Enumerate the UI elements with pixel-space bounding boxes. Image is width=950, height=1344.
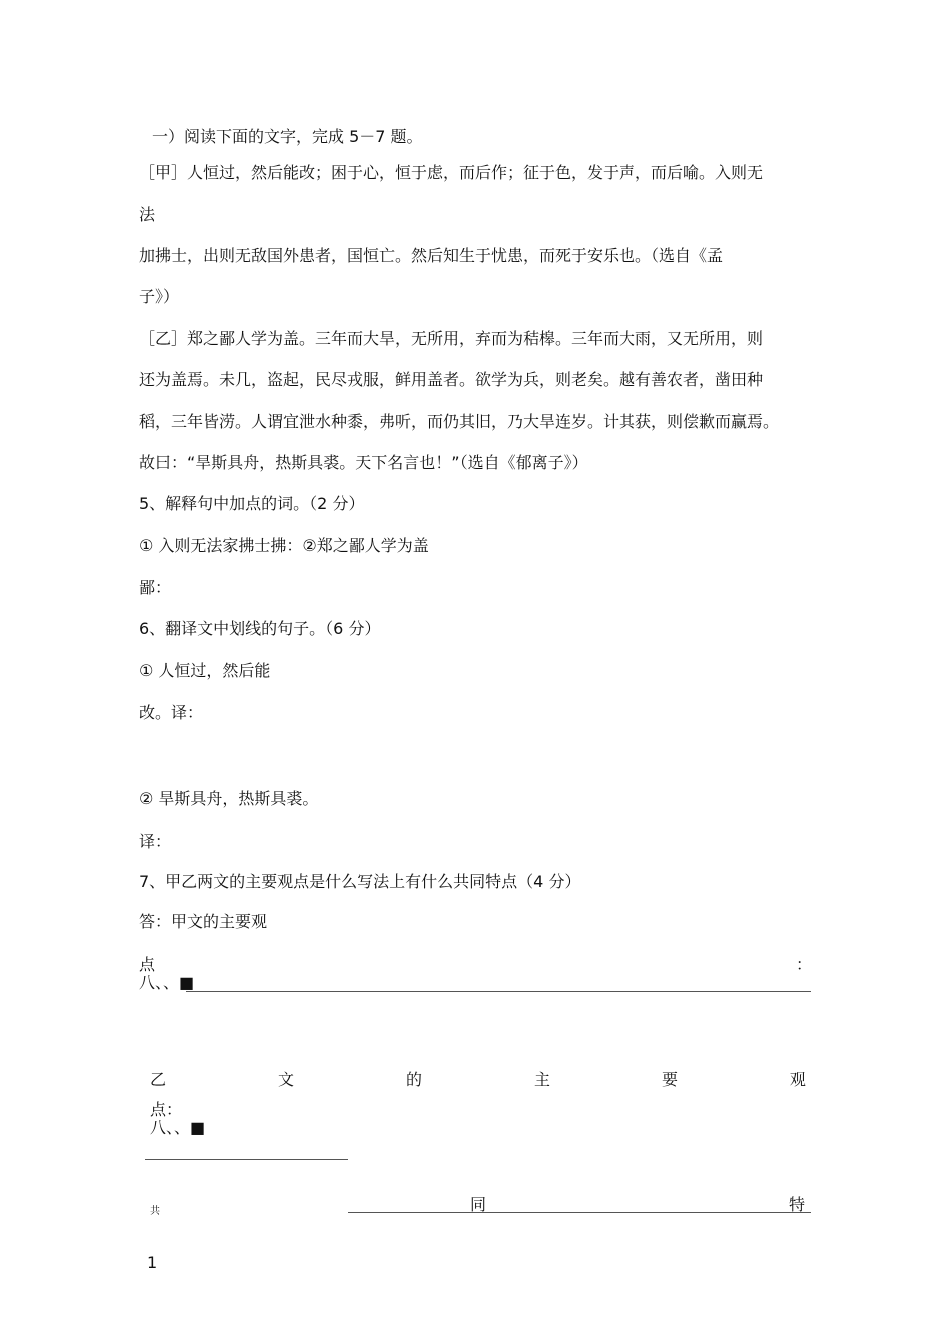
answer-label: 答：甲文的主要观 [139, 912, 268, 931]
question-6-item: ① 人恒过，然后能 [139, 661, 271, 680]
question-5-item: 鄙： [139, 578, 172, 597]
yi-char: 要 [661, 1070, 678, 1089]
question-7-title: 7、甲乙两文的主要观点是什么写法上有什么共同特点（4 分） [139, 872, 581, 891]
passage-b-line: 稻，三年皆涝。人谓宜泄水种黍，弗听，而仍其旧，乃大旱连岁。计其获，则偿歉而赢焉。 [139, 412, 780, 431]
yi-answer-row [150, 1070, 806, 1090]
section-heading: 一）阅读下面的文字，完成 5－7 题。 [152, 127, 423, 146]
yi-char: 主 [533, 1070, 550, 1089]
passage-a-line: 子》） [139, 287, 180, 306]
common-char: 同 [470, 1195, 487, 1214]
answer-point-char: 点 [139, 955, 156, 974]
yi-char: 文 [277, 1070, 294, 1089]
passage-a-line: 加拂士，出则无敌国外患者，国恒亡。然后知生于忧患，而死于安乐也。（选自《孟 [139, 246, 724, 265]
answer-placeholder: 八、、■ [139, 973, 195, 992]
answer-placeholder: 八、、■ [150, 1118, 206, 1137]
question-5-title: 5、解释句中加点的词。（2 分） [139, 494, 365, 513]
question-6-translation-label: 译： [139, 832, 172, 851]
yi-char: 乙 [150, 1070, 167, 1089]
question-6-item: 改。译： [139, 703, 204, 722]
answer-line[interactable] [186, 991, 811, 992]
yi-answer-tail: 点： [150, 1100, 183, 1119]
question-6-item: ② 旱斯具舟，热斯具裘。 [139, 789, 319, 808]
common-small-char: 共 [150, 1206, 160, 1217]
passage-a-line: 法 [139, 205, 156, 224]
yi-char: 观 [789, 1070, 806, 1089]
yi-char: 的 [405, 1070, 422, 1089]
answer-colon: ： [796, 955, 813, 974]
passage-b-line: 故曰：“旱斯具舟，热斯具裘。天下名言也！”（选自《郁离子》） [139, 453, 588, 472]
question-5-item: ① 入则无法家拂士拂：②郑之鄙人学为盖 [139, 536, 429, 555]
answer-line[interactable] [348, 1212, 811, 1213]
passage-b-line: ［乙］郑之鄙人学为盖。三年而大旱，无所用，弃而为秸槔。三年而大雨，又无所用，则 [139, 329, 764, 348]
answer-line[interactable] [145, 1159, 348, 1160]
page-number: 1 [147, 1253, 158, 1272]
passage-b-line: 还为盖焉。未几，盗起，民尽戎服，鲜用盖者。欲学为兵，则老矣。越有善农者，凿田种 [139, 370, 764, 389]
passage-a-line: ［甲］人恒过，然后能改；困于心，恒于虑，而后作；征于色，发于声，而后喻。入则无 [139, 163, 764, 182]
question-6-title: 6、翻译文中划线的句子。（6 分） [139, 619, 381, 638]
common-char: 特 [789, 1195, 806, 1214]
